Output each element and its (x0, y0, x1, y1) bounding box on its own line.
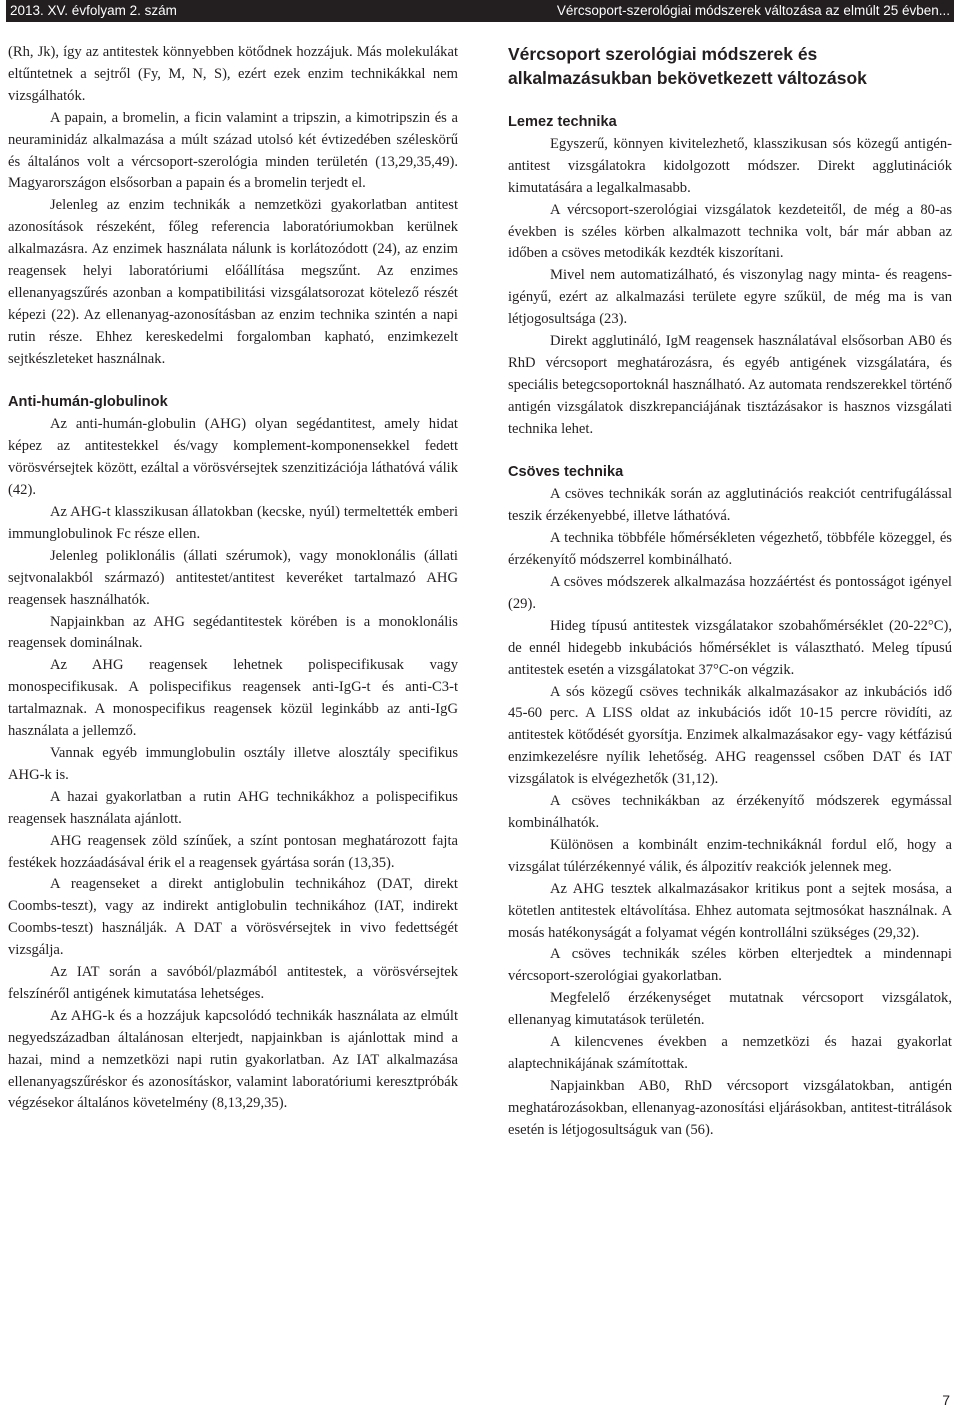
paragraph: Jelenleg poliklonális (állati szérumok), vagy monoklonális (állati sejtvonalakból származó) antitestet/antitest keveréket tartalmazó AHG reagensek használhatók. (8, 547, 458, 608)
paragraph: Az IAT során a savóból/plazmából antitestek, a vörösvérsejtek felszínéről antigének kimutatása lehetséges. (8, 964, 458, 1002)
paragraph: Vannak egyéb immunglobulin osztály illetve alosztály specifikus AHG-k is. (8, 744, 458, 783)
paragraph: Egyszerű, könnyen kivitelezhető, klasszikusan sós közegű antigén-antitest vizsgálatokra kidolgozott módszer. Direkt agglutinációk kimutatására a legalkalmasabb. (508, 135, 952, 196)
paragraph: (Rh, Jk), így az antitestek könnyebben kötődnek hozzájuk. Más molekulákat eltűntetnek a sejtről (Fy, M, N, S), ezért ezek enzim technikákkal nem vizsgálhatók. (8, 44, 458, 104)
paragraph: Hideg típusú antitestek vizsgálatakor szobahőmérséklet (20-22°C), de ennél hidegebb inkubációs hőmérséklet is választható. Meleg típusú antitestek esetén a vizsgálatokat 37°C-on végzik. (508, 617, 952, 678)
paragraph: A vércsoport-szerológiai vizsgálatok kezdeteitől, de még a 80-as években is széles körben alkalmazott technika volt, bár már abban az időben a csöves metodikák kezdték kiszorítani. (508, 201, 952, 262)
paragraph: A reagenseket a direkt antiglobulin technikához (DAT, direkt Coombs-teszt), vagy az indirekt antiglobulin technikához (IAT, indirekt Coombs-teszt) használják. A DAT a vörösvérsejtek in vivo fedettségét vizsgálja. (8, 876, 458, 959)
paragraph: Megfelelő érzékenységet mutatnak vércsoport vizsgálatok, ellenanyag kimutatások területén. (508, 990, 952, 1029)
paragraph: AHG reagensek zöld színűek, a színt pontosan meghatározott fajta festékek hozzáadásával érik el a reagensek gyártása során (13,35). (8, 832, 458, 871)
paragraph: Az AHG reagensek lehetnek polispecifikusak vagy monospecifikusak. A polispecifikus reagensek anti-IgG-t és anti-C3-t tartalmaznak. A monospecifikus reagensek közül leginkább az anti-IgG használata a jellemző. (8, 657, 458, 740)
paragraph: A sós közegű csöves technikák alkalmazásakor az inkubációs idő 45-60 perc. A LISS oldat az inkubációs időt 10-15 percre rövidíti, az antitestek kötődését gyorsítja. Enzimek alkalmazásakor egy- vagy kétfázisú enzimkezelésre nyílik lehetőség. AHG reagenssel csőben DAT és IAT vizsgálatok is elvégezhetők (31,12). (508, 683, 952, 788)
paragraph: A technika többféle hőmérsékleten végezhető, többféle közeggel, és érzékenyítő módszerrel kombinálható. (508, 530, 952, 569)
paragraph: A csöves technikák során az agglutinációs reakciót centrifugálással teszik érzékenyebbé, illetve láthatóvá. (508, 486, 952, 525)
paragraph: Napjainkban az AHG segédantitestek körében is a monoklonális reagensek dominálnak. (8, 613, 458, 652)
paragraph: A csöves technikák széles körben elterjedtek a mindennapi vércsoport-szerológiai gyakorlatban. (508, 946, 952, 985)
paragraph: Az AHG-k és a hozzájuk kapcsolódó technikák használata az elmúlt negyedszázadban általánosan elterjedt, napjainkban is ajánlottak mind a hazai, mind a nemzetközi napi rutin gyakorlatban. Az IAT alkalmazása ellenanyagszűréskor és azonosításkor, valamint laboratóriumi keresztpróbák végzésekor általános követelmény (8,13,29,35). (8, 1007, 458, 1112)
paragraph: A kilencvenes években a nemzetközi és hazai gyakorlat alaptechnikájának számítottak. (508, 1034, 952, 1072)
paragraph: A hazai gyakorlatban a rutin AHG technikákhoz a polispecifikus reagensek használata ajánlott. (8, 788, 458, 827)
paragraph: Az AHG-t klasszikusan állatokban (kecske, nyúl) termeltették emberi immunglobulinok Fc része ellen. (8, 504, 458, 542)
subsection-heading: Csöves technika (508, 464, 624, 481)
right-column (508, 42, 952, 1142)
running-header (6, 0, 954, 22)
paragraph: Mivel nem automatizálható, és viszonylag nagy minta- és reagens-igényű, ezért az alkalmazási területe egyre szűkül, de még ma is van létjogosultsága (23). (508, 267, 952, 328)
paragraph: Különösen a kombinált enzim-technikáknál fordul elő, hogy a vizsgálat túlérzékennyé válik, és álpozitív reakciók jelennek meg. (508, 836, 952, 875)
paragraph: A csöves módszerek alkalmazása hozzáértést és pontosságot igényel (29). (508, 574, 952, 612)
paragraph: A csöves technikákban az érzékenyítő módszerek egymással kombinálhatók. (508, 793, 952, 831)
paragraph: Az AHG tesztek alkalmazásakor kritikus pont a sejtek mosása, a kötetlen antitestek eltávolítása. Ehhez automata sejtmosókat használnak. A mosás hatékonyságát a folyamat végén kontrollálni szükséges (29,32). (508, 880, 952, 941)
paragraph: Jelenleg az enzim technikák a nemzetközi gyakorlatban antitest azonosítások részeként, főleg referencia laboratóriumokban kerülnek alkalmazásra. Az enzimek használata nálunk is korlátozódott (24), az enzim reagensek helyi laboratóriumi előállítása megszűnt. Az enzimes ellenanyagszűrés azonban a kompatibilitási vizsgálatsorozat kötelező részét képezi (22). Az ellenanyag-azonosításban az enzim technika szintén a napi rutin része. Ehhez kereskedelmi forgalomban kapható, enzimkezelt sejtkészleteket használnak. (8, 197, 458, 367)
article-running-title: Vércsoport-szerológiai módszerek változása az elmúlt 25 évben... (556, 3, 950, 18)
journal-issue: 2013. XV. évfolyam 2. szám (10, 3, 177, 18)
section-heading: Anti-humán-globulinok (8, 394, 168, 411)
left-column (8, 42, 458, 1115)
paragraph: Az anti-humán-globulin (AHG) olyan segédantitest, amely hidat képez az antitestekkel és/vagy komplement-komponensekkel fedett vörösvérsejtek között, ezáltal a vörösvérsejtek szenzitizációja láthatóvá válik (42). (8, 416, 458, 499)
paragraph: Napjainkban AB0, RhD vércsoport vizsgálatokban, antigén meghatározásokban, ellenanyag-azonosítási eljárásokban, antitest-titrálások esetén is létjogosultságuk van (56). (508, 1077, 952, 1138)
paragraph: Direkt agglutináló, IgM reagensek használatával elsősorban AB0 és RhD vércsoport meghatározásra, és egyéb antigének vizsgálatára, és speciális betegcsoportoknál használható. Az automata rendszerekkel történő antigén vizsgálatok diszkrepanciájának tisztázásakor is hasznos vizsgálati technika lehet. (508, 333, 952, 437)
subsection-heading: Lemez technika (508, 114, 617, 130)
section-title: Vércsoport szerológiai módszerek és alkalmazásukban bekövetkezett változások (508, 44, 867, 88)
page-number: 7 (942, 1392, 950, 1408)
paragraph: A papain, a bromelin, a ficin valamint a tripszin, a kimotripszin és a neuraminidáz alkalmazása a múlt század utolsó két évtizedében széleskörű és általános volt a vércsoport-szerológia minden területén (13,29,35,49). Magyarországon elsősorban a papain és a bromelin terjedt el. (8, 109, 458, 192)
